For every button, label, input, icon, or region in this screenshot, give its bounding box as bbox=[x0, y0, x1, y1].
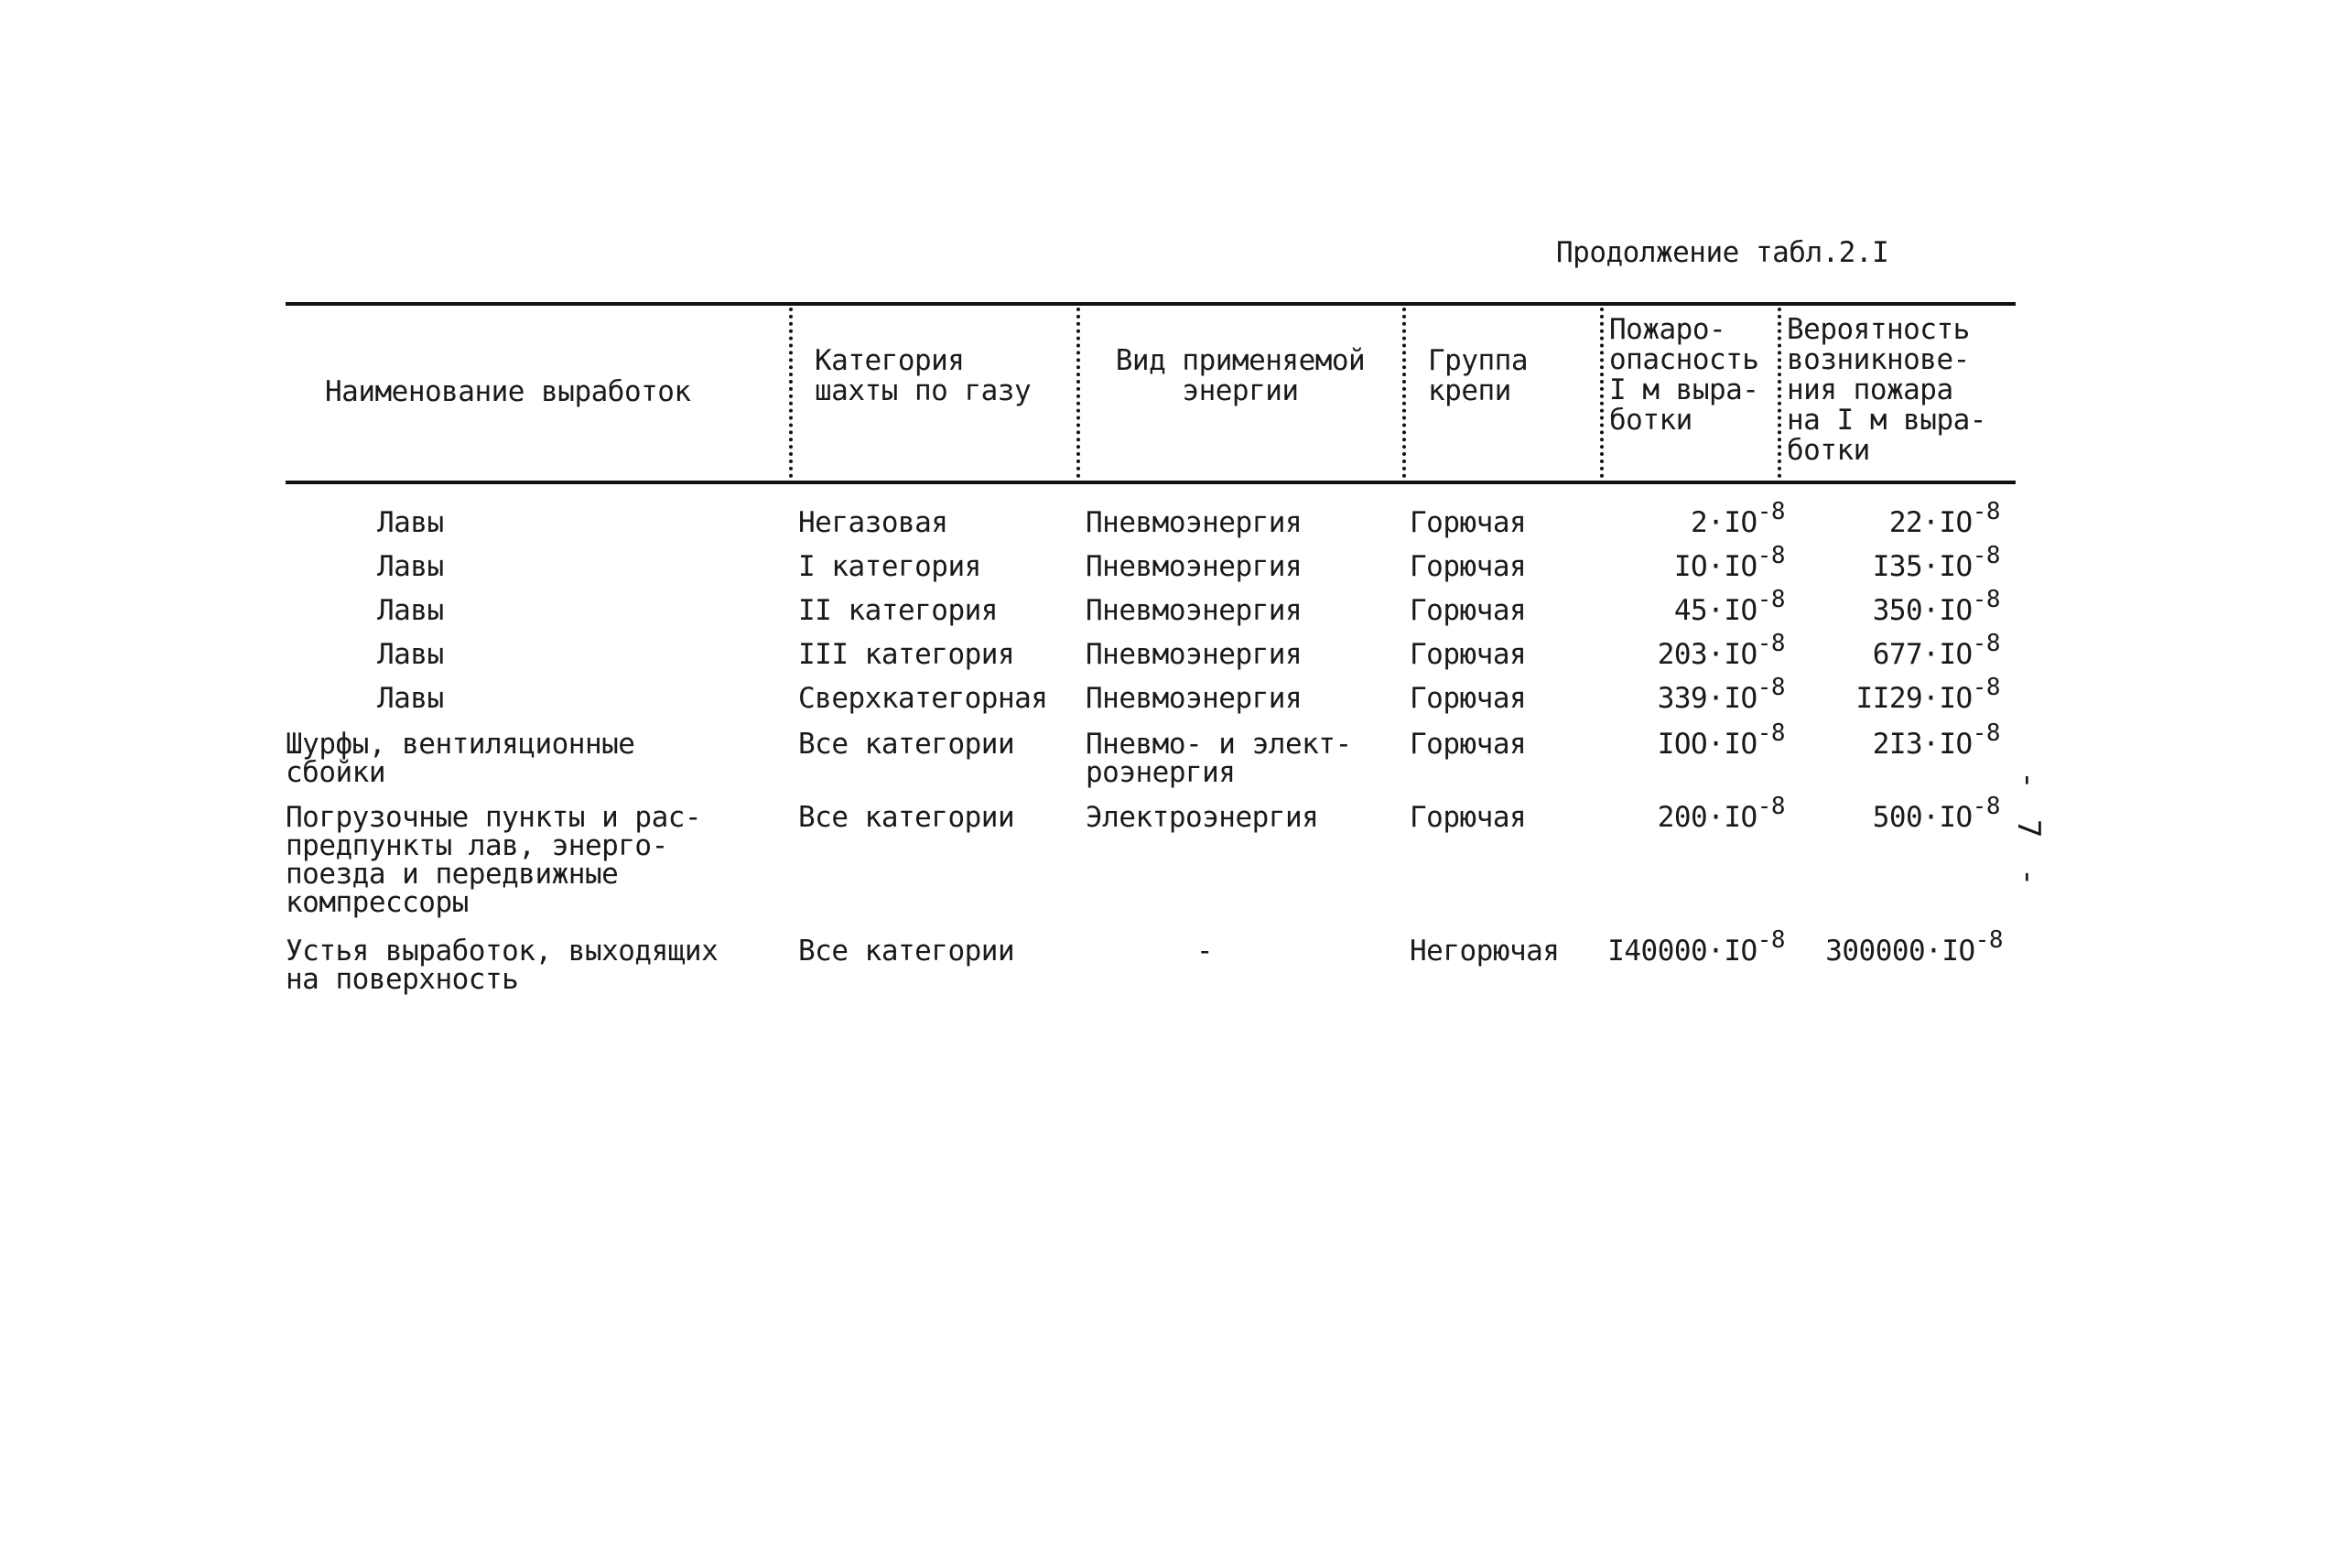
header-energy: Вид применяемой энергии bbox=[1115, 344, 1366, 407]
hazard-exponent: -8 bbox=[1757, 542, 1785, 569]
cell-hazard bbox=[1607, 926, 1785, 968]
cell-probability bbox=[1825, 926, 2003, 968]
cell-hazard bbox=[1673, 542, 1785, 583]
cell-hazard bbox=[1673, 586, 1785, 627]
header-separator bbox=[1402, 308, 1406, 478]
probability-value: 22·IO bbox=[1888, 506, 1973, 539]
cell-probability bbox=[1888, 498, 2000, 539]
cell-name: Лавы bbox=[377, 594, 444, 627]
cell-category: III категория bbox=[798, 638, 1015, 671]
cell-probability bbox=[1872, 630, 2000, 671]
hazard-exponent: -8 bbox=[1757, 719, 1785, 747]
hazard-value: IO·IO bbox=[1673, 550, 1757, 583]
probability-exponent: -8 bbox=[1972, 793, 2000, 820]
cell-category: Негазовая bbox=[798, 506, 948, 539]
cell-category: I категория bbox=[798, 550, 981, 583]
cell-probability bbox=[1855, 674, 2000, 715]
hazard-value: I40000·IO bbox=[1607, 935, 1757, 968]
header-separator bbox=[1076, 308, 1080, 478]
cell-energy: Пневмоэнергия bbox=[1086, 638, 1303, 671]
cell-energy: - bbox=[1195, 935, 1214, 968]
hazard-value: 200·IO bbox=[1657, 801, 1757, 834]
cell-group: Горючая bbox=[1410, 728, 1527, 761]
cell-category: Все категории bbox=[798, 935, 1015, 968]
cell-hazard bbox=[1657, 793, 1785, 834]
cell-probability bbox=[1872, 542, 2000, 583]
hazard-value: IOO·IO bbox=[1657, 728, 1757, 761]
header-name: Наименование выработок bbox=[325, 375, 691, 408]
hazard-exponent: -8 bbox=[1757, 586, 1785, 613]
hazard-value: 203·IO bbox=[1657, 638, 1757, 671]
cell-name: Лавы bbox=[377, 682, 444, 715]
cell-group: Горючая bbox=[1410, 506, 1527, 539]
hazard-value: 339·IO bbox=[1657, 682, 1757, 715]
header-group: Группа крепи bbox=[1428, 344, 1528, 407]
cell-name: Лавы bbox=[377, 638, 444, 671]
probability-value: 500·IO bbox=[1872, 801, 1973, 834]
probability-value: 2I3·IO bbox=[1872, 728, 1973, 761]
cell-energy: Пневмо- и элект- роэнергия bbox=[1086, 728, 1352, 789]
probability-exponent: -8 bbox=[1972, 498, 2000, 525]
page-number: - 7 - bbox=[2010, 771, 2047, 892]
probability-exponent: -8 bbox=[1972, 630, 2000, 657]
header-separator bbox=[789, 308, 793, 478]
cell-name: Шурфы, вентиляционные сбойки bbox=[286, 728, 635, 789]
table-caption: Продолжение табл.2.I bbox=[1556, 236, 1889, 269]
cell-hazard bbox=[1657, 630, 1785, 671]
table-header-rule bbox=[286, 481, 2016, 484]
cell-name: Лавы bbox=[377, 506, 444, 539]
cell-energy: Электроэнергия bbox=[1086, 801, 1319, 834]
probability-exponent: -8 bbox=[1972, 674, 2000, 701]
hazard-value: 2·IO bbox=[1691, 506, 1757, 539]
cell-probability bbox=[1872, 586, 2000, 627]
probability-value: I35·IO bbox=[1872, 550, 1973, 583]
cell-category: Все категории bbox=[798, 728, 1015, 761]
cell-category: II категория bbox=[798, 594, 998, 627]
probability-value: II29·IO bbox=[1855, 682, 1973, 715]
cell-name: Погрузочные пункты и рас- предпункты лав, энерго- поезда и передвижные компрессоры bbox=[286, 801, 702, 919]
cell-group: Горючая bbox=[1410, 638, 1527, 671]
hazard-exponent: -8 bbox=[1757, 674, 1785, 701]
cell-hazard bbox=[1691, 498, 1785, 539]
probability-exponent: -8 bbox=[1972, 719, 2000, 747]
cell-energy: Пневмоэнергия bbox=[1086, 682, 1303, 715]
header-hazard: Пожаро- опасность I м выра- ботки bbox=[1609, 313, 1759, 437]
cell-energy: Пневмоэнергия bbox=[1086, 594, 1303, 627]
cell-name: Лавы bbox=[377, 550, 444, 583]
probability-value: 677·IO bbox=[1872, 638, 1973, 671]
cell-probability bbox=[1872, 719, 2000, 761]
hazard-exponent: -8 bbox=[1757, 630, 1785, 657]
cell-group: Горючая bbox=[1410, 801, 1527, 834]
cell-group: Негорючая bbox=[1410, 935, 1560, 968]
cell-category: Все категории bbox=[798, 801, 1015, 834]
cell-category: Сверхкатегорная bbox=[798, 682, 1048, 715]
header-separator bbox=[1600, 308, 1604, 478]
header-probability: Вероятность возникнове- ния пожара на I м выра- ботки bbox=[1787, 313, 1986, 467]
probability-exponent: -8 bbox=[1972, 542, 2000, 569]
probability-exponent: -8 bbox=[1972, 586, 2000, 613]
cell-energy: Пневмоэнергия bbox=[1086, 506, 1303, 539]
header-separator bbox=[1778, 308, 1781, 478]
cell-hazard bbox=[1657, 674, 1785, 715]
header-category: Категория шахты по газу bbox=[815, 344, 1032, 407]
cell-energy: Пневмоэнергия bbox=[1086, 550, 1303, 583]
hazard-exponent: -8 bbox=[1757, 793, 1785, 820]
hazard-exponent: -8 bbox=[1757, 498, 1785, 525]
table-top-rule bbox=[286, 302, 2016, 306]
cell-probability bbox=[1872, 793, 2000, 834]
hazard-value: 45·IO bbox=[1673, 594, 1757, 627]
cell-group: Горючая bbox=[1410, 682, 1527, 715]
probability-exponent: -8 bbox=[1974, 926, 2003, 954]
cell-hazard bbox=[1657, 719, 1785, 761]
cell-group: Горючая bbox=[1410, 594, 1527, 627]
cell-group: Горючая bbox=[1410, 550, 1527, 583]
cell-name: Устья выработок, выходящих на поверхность bbox=[286, 935, 719, 996]
hazard-exponent: -8 bbox=[1757, 926, 1785, 954]
probability-value: 350·IO bbox=[1872, 594, 1973, 627]
probability-value: 300000·IO bbox=[1825, 935, 1975, 968]
